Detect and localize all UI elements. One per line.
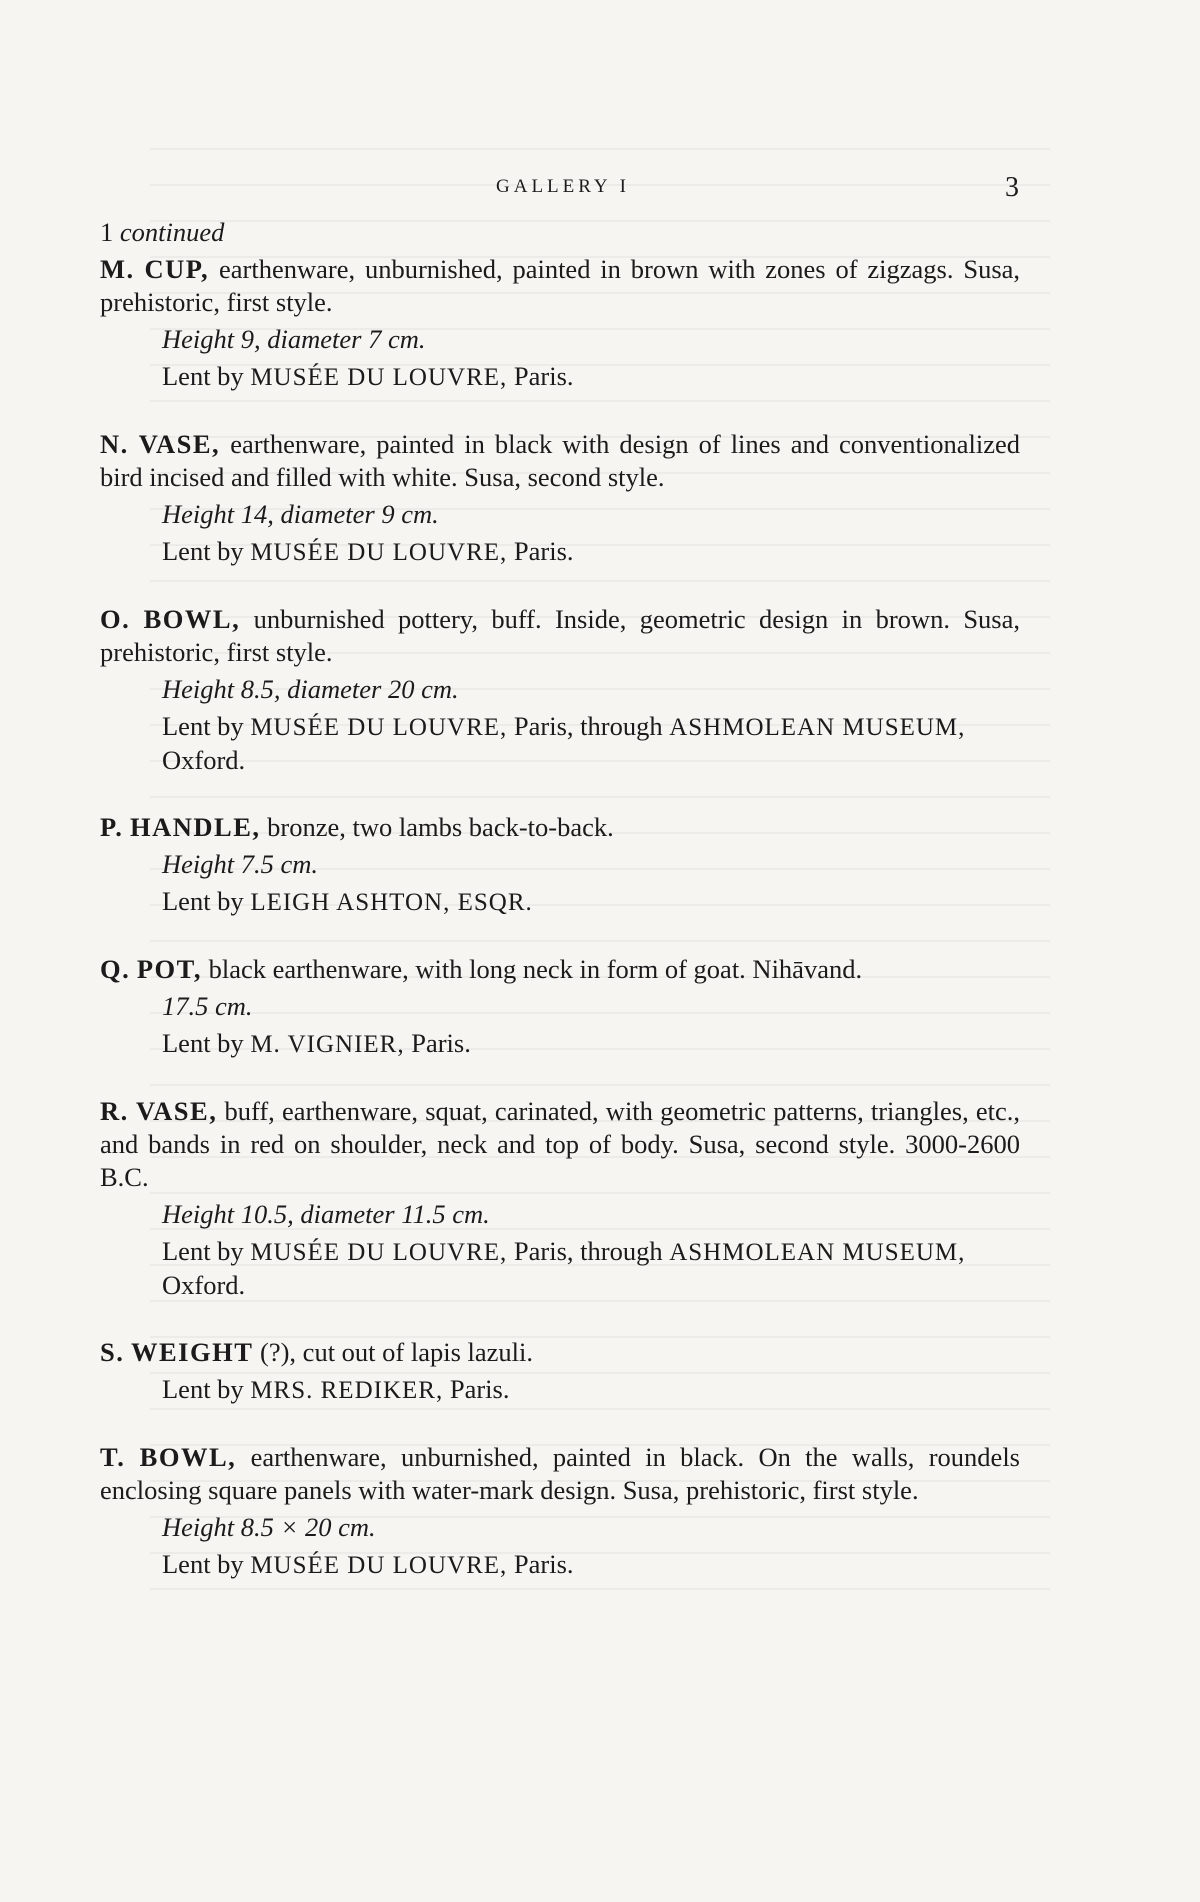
entry-title: BOWL,: [143, 604, 241, 634]
entry-letter: Q.: [100, 954, 131, 984]
lender-name: MRS. REDIKER,: [250, 1377, 444, 1404]
entry-dimensions: Height 9, diameter 7 cm.: [162, 324, 426, 354]
entry-letter: R.: [100, 1096, 129, 1126]
entry-lender: [162, 360, 1020, 394]
entry-dimensions: 17.5 cm.: [162, 991, 253, 1021]
catalogue-entry-m: [100, 253, 1020, 394]
entry-title: VASE,: [135, 1096, 218, 1126]
lent-prefix: Lent by: [162, 1236, 244, 1266]
lent-mid: Paris, through: [513, 711, 663, 741]
lent-continuation: Oxford.: [162, 745, 246, 775]
lent-suffix: Paris.: [513, 361, 574, 391]
catalogue-entry-t: [100, 1441, 1020, 1582]
entry-lender: [162, 1548, 1020, 1582]
lent-prefix: Lent by: [162, 1549, 244, 1579]
lent-prefix: Lent by: [162, 536, 244, 566]
lent-continuation: Oxford.: [162, 1270, 246, 1300]
entry-title: HANDLE,: [130, 812, 261, 842]
lent-prefix: Lent by: [162, 1374, 244, 1404]
entry-letter: M.: [100, 254, 135, 284]
entry-letter: N.: [100, 429, 129, 459]
entry-lender: [162, 710, 1020, 744]
lender-name: MUSÉE DU LOUVRE,: [250, 714, 508, 741]
entry-description: [100, 953, 1020, 986]
catalogue-entry-o: [100, 603, 1020, 777]
entry-lender: [162, 885, 1020, 919]
section-continued: [100, 216, 1020, 249]
entry-text: bronze, two lambs back-to-back.: [267, 812, 614, 842]
entry-text: earthenware, unburnished, painted in black. On the walls, roundels enclosing square panels with water-mark design. Susa, prehistoric, first style.: [100, 1442, 1020, 1505]
running-head: GALLERY I: [496, 176, 630, 197]
lender-name: LEIGH ASHTON, ESQR.: [250, 889, 533, 916]
entry-description: [100, 428, 1020, 494]
catalogue-entry-q: [100, 953, 1020, 1061]
lender-name: MUSÉE DU LOUVRE,: [250, 1552, 508, 1579]
lent-suffix: Paris.: [513, 536, 574, 566]
entry-lender: [162, 1027, 1020, 1061]
lender-name-secondary: ASHMOLEAN MUSEUM,: [669, 1239, 966, 1266]
lender-name: MUSÉE DU LOUVRE,: [250, 364, 508, 391]
entry-text: unburnished pottery, buff. Inside, geometric design in brown. Susa, prehistoric, first style.: [100, 604, 1021, 667]
entry-letter: O.: [100, 604, 131, 634]
entry-letter: P.: [100, 812, 124, 842]
entry-dimensions: Height 14, diameter 9 cm.: [162, 499, 439, 529]
lent-suffix: Paris.: [449, 1374, 510, 1404]
entry-title: POT,: [136, 954, 203, 984]
entry-text: earthenware, unburnished, painted in brown with zones of zigzags. Susa, prehistoric, first style.: [100, 254, 1021, 317]
lent-prefix: Lent by: [162, 1028, 244, 1058]
lender-name: MUSÉE DU LOUVRE,: [250, 539, 508, 566]
entry-dimensions: Height 8.5 × 20 cm.: [162, 1512, 376, 1542]
section-number: 1: [100, 217, 114, 247]
lent-suffix: Paris.: [513, 1549, 574, 1579]
entry-description: [100, 1336, 1020, 1369]
lent-prefix: Lent by: [162, 886, 244, 916]
lent-prefix: Lent by: [162, 711, 244, 741]
page-number: 3: [1005, 172, 1019, 203]
entry-description: [100, 1441, 1020, 1507]
entry-text: earthenware, painted in black with design of lines and conventionalized bird incised and filled with white. Susa, second style.: [100, 429, 1021, 492]
entry-text: buff, earthenware, squat, carinated, with geometric patterns, triangles, etc., and bands in red on shoulder, neck and top of body. Susa, second style. 3000-2600 B.C.: [100, 1096, 1021, 1192]
entry-title: WEIGHT: [131, 1337, 254, 1367]
entry-description: [100, 253, 1020, 319]
entry-lender: [162, 1373, 1020, 1407]
catalogue-entry-n: [100, 428, 1020, 569]
entry-dimensions: Height 7.5 cm.: [162, 849, 319, 879]
entry-title: CUP,: [144, 254, 210, 284]
lent-suffix: Paris.: [411, 1028, 471, 1058]
catalogue-entry-r: [100, 1095, 1020, 1302]
lender-name: M. VIGNIER,: [250, 1031, 405, 1058]
entry-dimensions: Height 8.5, diameter 20 cm.: [162, 674, 459, 704]
entry-title: VASE,: [138, 429, 221, 459]
entry-dimensions: Height 10.5, diameter 11.5 cm.: [162, 1199, 490, 1229]
entry-lender: [162, 1235, 1020, 1269]
entry-text: black earthenware, with long neck in form of goat. Nihāvand.: [208, 954, 863, 984]
entry-description: [100, 603, 1020, 669]
lender-name-secondary: ASHMOLEAN MUSEUM,: [669, 714, 966, 741]
entry-text: (?), cut out of lapis lazuli.: [260, 1337, 534, 1367]
lender-name: MUSÉE DU LOUVRE,: [250, 1239, 508, 1266]
catalogue-content: [100, 216, 1020, 1582]
catalogue-entry-p: [100, 811, 1020, 919]
entry-letter: S.: [100, 1337, 125, 1367]
continued-label: continued: [119, 217, 225, 247]
entry-description: [100, 1095, 1020, 1194]
page-header: [0, 172, 1200, 204]
entry-description: [100, 811, 1020, 844]
lent-prefix: Lent by: [162, 361, 244, 391]
catalogue-entry-s: [100, 1336, 1020, 1407]
entry-title: BOWL,: [139, 1442, 237, 1472]
entry-letter: T.: [100, 1442, 126, 1472]
entry-lender: [162, 535, 1020, 569]
lent-mid: Paris, through: [513, 1236, 663, 1266]
